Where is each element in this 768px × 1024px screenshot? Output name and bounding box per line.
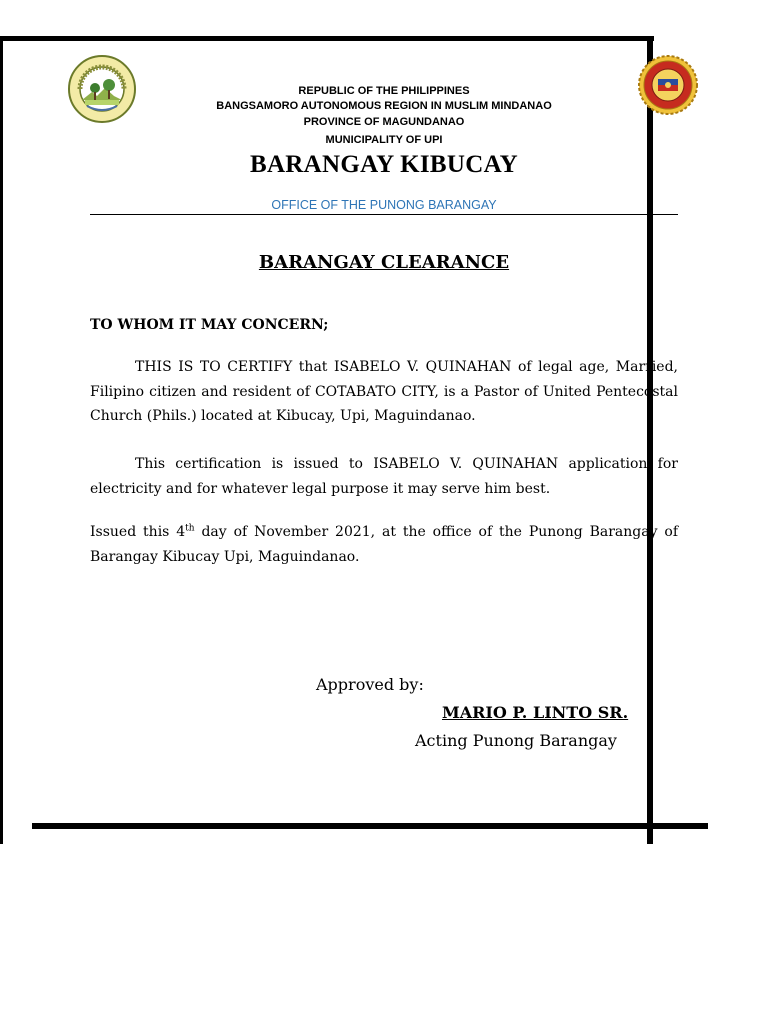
border-bottom (32, 823, 708, 829)
header-municipality: MUNICIPALITY OF UPI (325, 134, 443, 146)
issuance-paragraph (90, 520, 678, 569)
signatory-title: Acting Punong Barangay (415, 731, 617, 750)
header-province: PROVINCE OF MAGUNDANAO (303, 116, 465, 128)
header-republic: REPUBLIC OF THE PHILIPPINES (298, 85, 470, 97)
header-region: BANGSAMORO AUTONOMOUS REGION IN MUSLIM MINDANAO (216, 100, 552, 112)
approved-by-label: Approved by: (316, 675, 424, 694)
issuance-ordinal: th (185, 523, 195, 534)
document-title: BARANGAY CLEARANCE (258, 252, 510, 273)
office-name: OFFICE OF THE PUNONG BARANGAY (271, 198, 497, 212)
purpose-paragraph: This certification is issued to ISABELO V. QUINAHAN application for electricity and for whatever legal purpose it may serve him best. (90, 456, 678, 497)
signatory-name: MARIO P. LINTO SR. (442, 703, 629, 722)
issuance-suffix: day of November 2021, at the office of the Punong Barangay of Barangay Kibucay Upi, Maguindanao. (90, 524, 678, 565)
certification-paragraph: THIS IS TO CERTIFY that ISABELO V. QUINAHAN of legal age, Married, Filipino citizen and resident of COTABATO CITY, is a Pastor of United Pentecostal Church (Phils.) located at Kibucay, Upi, Maguindanao. (90, 359, 678, 424)
header-divider (90, 214, 678, 215)
salutation: TO WHOM IT MAY CONCERN; (90, 317, 329, 333)
issuance-prefix: Issued this 4 (90, 524, 186, 540)
border-left (0, 36, 3, 844)
border-top (0, 36, 654, 41)
barangay-name: BARANGAY KIBUCAY (249, 151, 519, 178)
